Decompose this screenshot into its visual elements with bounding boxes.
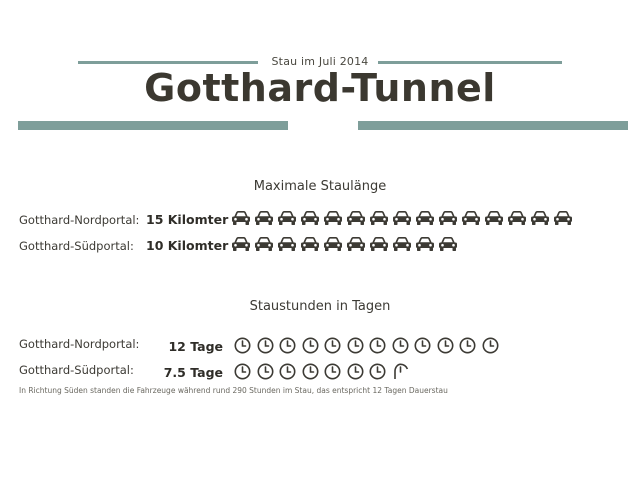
clock-icon (302, 337, 319, 354)
clock-icon (279, 363, 296, 380)
row-value-sued-length: 10 Kilomter (146, 238, 229, 253)
car-icon (415, 237, 435, 252)
car-icon (277, 211, 297, 226)
car-icon (300, 237, 320, 252)
clock-icon (437, 337, 454, 354)
clock-icon (392, 337, 409, 354)
clock-row-nord (234, 337, 499, 354)
clock-icon (257, 363, 274, 380)
car-icon (254, 237, 274, 252)
clock-icon (302, 363, 319, 380)
car-icon (438, 237, 458, 252)
clock-icon (347, 363, 364, 380)
clock-icon (414, 337, 431, 354)
car-icon (346, 211, 366, 226)
row-value-nord-length: 15 Kilomter (146, 212, 229, 227)
row-value-sued-hours: 7.5 Tage (163, 365, 223, 380)
page-subtitle: Stau im Juli 2014 (271, 55, 369, 68)
section-title-hours: Staustunden in Tagen (249, 299, 391, 314)
footnote: In Richtung Süden standen die Fahrzeuge während rund 290 Stunden im Stau, das entspricht 12 Tagen Dauerstau (19, 386, 448, 395)
car-icon (530, 211, 550, 226)
clock-icon (369, 363, 386, 380)
car-icon (369, 237, 389, 252)
car-icon (277, 237, 297, 252)
clock-icon (347, 337, 364, 354)
row-label-sued-length: Gotthard-Südportal: (19, 239, 134, 253)
car-icon (392, 211, 412, 226)
car-icon (415, 211, 435, 226)
clock-icon (279, 337, 296, 354)
car-icon (461, 211, 481, 226)
clock-icon (257, 337, 274, 354)
car-icon (254, 211, 274, 226)
car-icon (323, 211, 343, 226)
clock-row-sued (234, 363, 409, 380)
clock-icon (459, 337, 476, 354)
car-icon (507, 211, 527, 226)
clock-icon (234, 337, 251, 354)
car-icon (392, 237, 412, 252)
car-icon (231, 237, 251, 252)
car-icon (484, 211, 504, 226)
car-icon (553, 211, 573, 226)
row-value-nord-hours: 12 Tage (168, 339, 223, 354)
row-label-nord-hours: Gotthard-Nordportal: (19, 337, 140, 351)
car-icon (300, 211, 320, 226)
clock-icon (482, 337, 499, 354)
car-icon (231, 211, 251, 226)
clock-icon (324, 337, 341, 354)
section-title-length: Maximale Staulänge (253, 179, 387, 194)
car-icon (323, 237, 343, 252)
partial-clock-icon (392, 363, 409, 380)
car-row-nord (231, 211, 573, 226)
clock-icon (324, 363, 341, 380)
car-icon (346, 237, 366, 252)
clock-icon (234, 363, 251, 380)
car-icon (438, 211, 458, 226)
page-title: Gotthard-Tunnel (144, 66, 496, 110)
clock-icon (369, 337, 386, 354)
row-label-sued-hours: Gotthard-Südportal: (19, 363, 134, 377)
row-label-nord-length: Gotthard-Nordportal: (19, 213, 140, 227)
title-bar-left (18, 121, 288, 130)
car-icon (369, 211, 389, 226)
title-bar-right (358, 121, 628, 130)
car-row-sued (231, 237, 458, 252)
